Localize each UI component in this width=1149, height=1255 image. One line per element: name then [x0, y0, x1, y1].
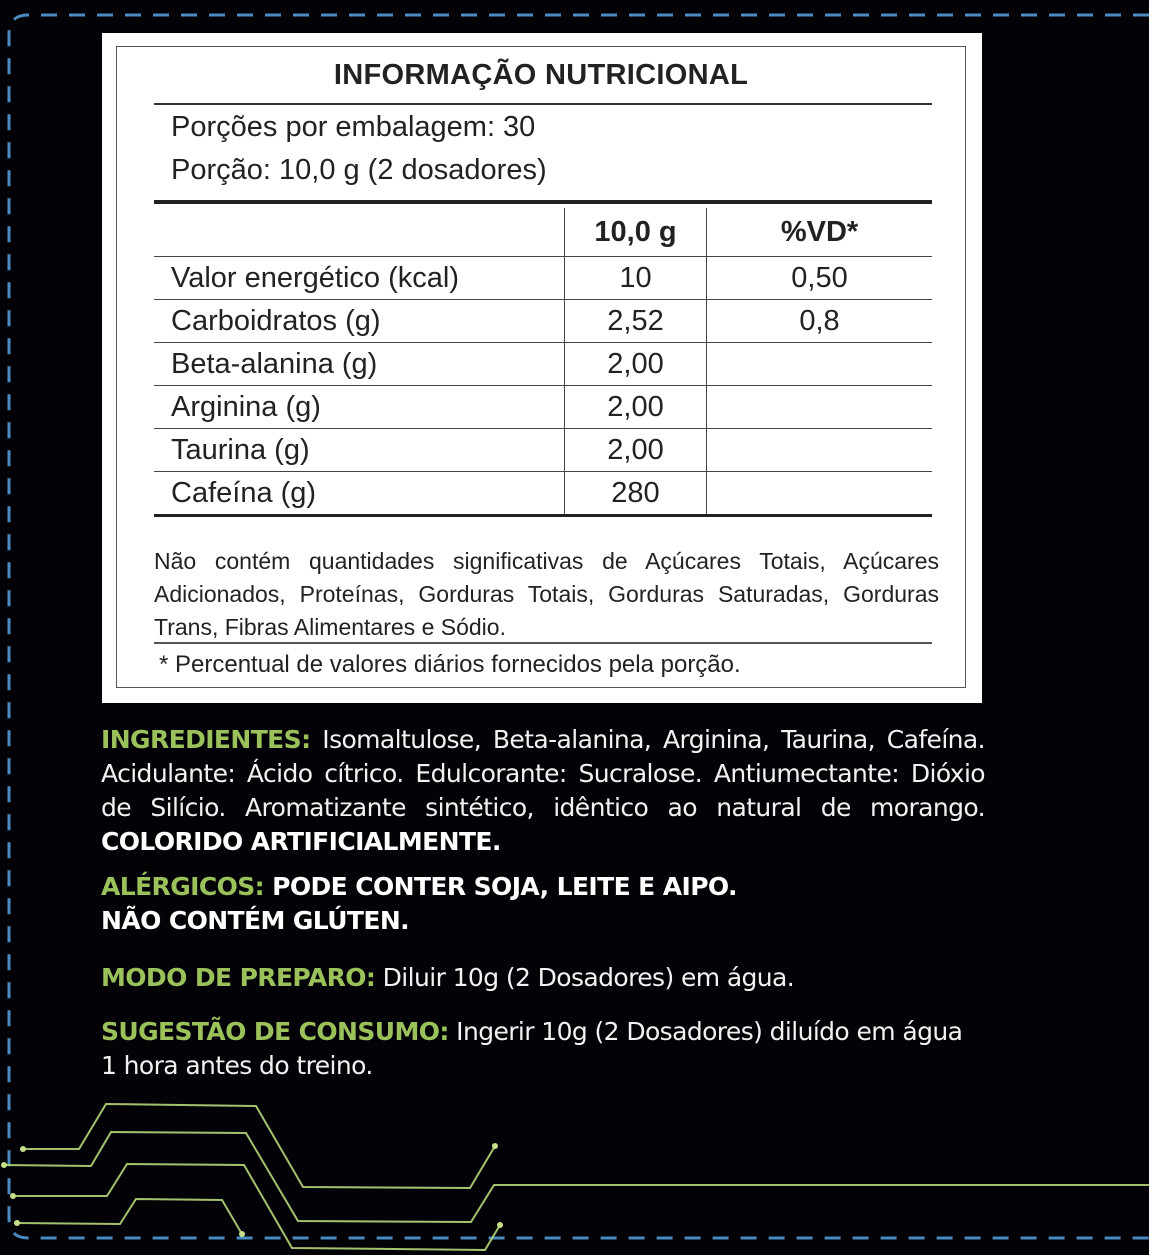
circuit-node — [10, 1193, 16, 1199]
allergens-section — [101, 870, 985, 938]
nutrient-name: Taurina (g) — [154, 429, 565, 472]
circuit-trace — [13, 1164, 500, 1250]
ingredients-emphasis: COLORIDO ARTIFICIALMENTE. — [101, 827, 501, 856]
nutrient-name: Arginina (g) — [154, 386, 565, 429]
circuit-node — [492, 1143, 498, 1149]
column-header-nutrient — [154, 208, 565, 257]
circuit-trace — [4, 1132, 1149, 1222]
nutrition-facts-panel — [102, 33, 982, 703]
nutrition-title: INFORMAÇÃO NUTRICIONAL — [333, 59, 749, 91]
nutrient-amount: 2,52 — [565, 300, 707, 343]
suggestion-label: SUGESTÃO DE CONSUMO: — [101, 1017, 449, 1046]
circuit-trace — [23, 1104, 495, 1188]
ingredients-label: INGREDIENTES: — [101, 725, 311, 754]
ingredients-text: Isomaltulose, Beta-alanina, Arginina, Taurina, Cafeína. Acidulante: Ácido cítrico. Edulcorante: Sucralose. Antiumectante: Dióxio de Silício. Aromatizante sintético, idêntico ao natural de morango. — [101, 725, 985, 822]
circuit-node — [497, 1222, 503, 1228]
nutrient-amount: 2,00 — [565, 429, 707, 472]
circuit-node — [14, 1220, 20, 1226]
circuit-node — [1, 1162, 7, 1168]
serving-size: Porção: 10,0 g (2 dosadores) — [171, 154, 547, 186]
divider — [154, 103, 932, 105]
nutrient-amount: 10 — [565, 257, 707, 300]
nutrient-name: Cafeína (g) — [154, 472, 565, 516]
servings-per-package: Porções por embalagem: 30 — [171, 111, 536, 143]
table-row — [154, 472, 932, 516]
circuit-trace — [17, 1199, 242, 1234]
table-header-row — [154, 208, 932, 257]
gluten-statement: NÃO CONTÉM GLÚTEN. — [101, 906, 410, 935]
preparation-section — [101, 961, 985, 995]
column-header-amount: 10,0 g — [565, 208, 707, 257]
table-row — [154, 257, 932, 300]
nutrition-footnote: * Percentual de valores diários fornecidos pela porção. — [159, 651, 741, 678]
nutrition-table — [154, 208, 932, 517]
nutrient-dv — [707, 343, 933, 386]
nutrient-dv — [707, 386, 933, 429]
table-row — [154, 300, 932, 343]
column-header-dv: %VD* — [707, 208, 933, 257]
table-row — [154, 429, 932, 472]
nutrient-amount: 2,00 — [565, 386, 707, 429]
allergens-label: ALÉRGICOS: — [101, 872, 265, 901]
circuit-node — [239, 1231, 245, 1237]
suggestion-text: Ingerir 10g (2 Dosadores) diluído em água 1 hora antes do treino. — [101, 1017, 963, 1080]
ingredients-section — [101, 723, 985, 859]
preparation-text: Diluir 10g (2 Dosadores) em água. — [375, 963, 795, 992]
nutrient-name: Valor energético (kcal) — [154, 257, 565, 300]
nutrient-dv: 0,8 — [707, 300, 933, 343]
divider-thick — [154, 200, 932, 204]
table-row — [154, 386, 932, 429]
nutrient-amount: 2,00 — [565, 343, 707, 386]
nutrient-dv — [707, 472, 933, 516]
circuit-node — [20, 1146, 26, 1152]
nutrient-dv — [707, 429, 933, 472]
table-row — [154, 343, 932, 386]
preparation-label: MODO DE PREPARO: — [101, 963, 376, 992]
allergens-text: PODE CONTER SOJA, LEITE E AIPO. — [264, 872, 737, 901]
nutrient-name: Carboidratos (g) — [154, 300, 565, 343]
nutrient-amount: 280 — [565, 472, 707, 516]
circuit-lines — [4, 1104, 1149, 1250]
nutrition-note: Não contém quantidades significativas de Açúcares Totais, Açúcares Adicionados, Proteínas, Gorduras Totais, Gorduras Saturadas, Gorduras Trans, Fibras Alimentares e Sódio. — [154, 548, 939, 640]
suggestion-section — [101, 1015, 971, 1083]
nutrition-facts-border — [116, 46, 966, 688]
divider — [154, 642, 932, 644]
nutrient-name: Beta-alanina (g) — [154, 343, 565, 386]
nutrient-dv: 0,50 — [707, 257, 933, 300]
